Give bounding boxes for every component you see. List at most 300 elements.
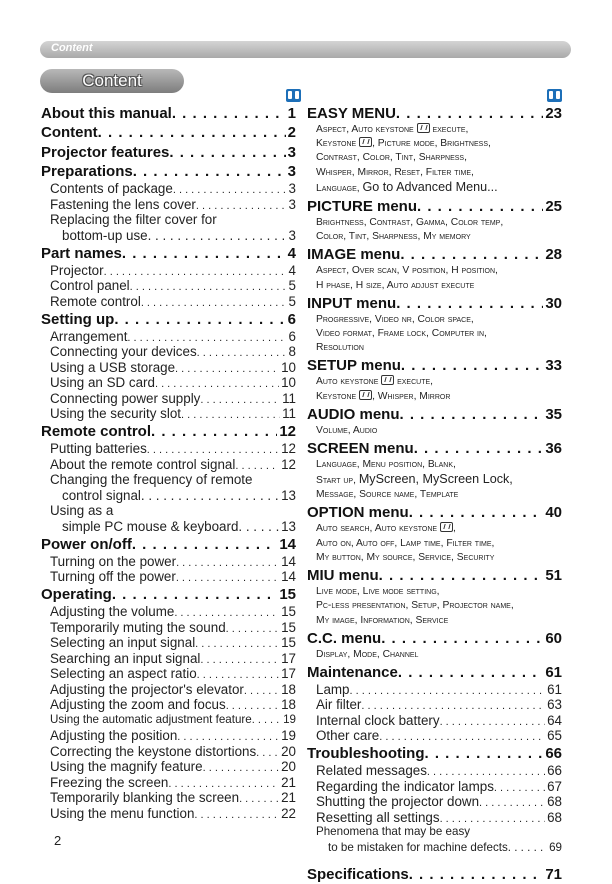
toc-section-entry[interactable] [41, 423, 296, 441]
dot-leader [132, 536, 277, 553]
toc-subentry[interactable] [307, 810, 562, 826]
description-line: Message, Source name, Template [316, 489, 459, 501]
toc-subentry-continued[interactable] [41, 228, 296, 244]
toc-entry-title: About the remote control signal [50, 456, 236, 472]
toc-entry-title: simple PC mouse & keyboard [62, 518, 239, 534]
toc-section-entry[interactable] [41, 311, 296, 329]
toc-subentry[interactable] [41, 620, 296, 636]
toc-page-number: 17 [281, 666, 296, 681]
description-line: Live mode, Live mode setting, [316, 586, 440, 598]
dot-leader [440, 810, 546, 825]
toc-entry-title: Specifications [307, 865, 409, 883]
dot-leader [238, 519, 279, 534]
toc-subentry-continued[interactable] [41, 519, 296, 535]
dot-leader [175, 360, 279, 375]
toc-page-number: 19 [281, 728, 296, 743]
toc-page-number: 12 [281, 456, 296, 472]
toc-page-number: 28 [545, 246, 562, 264]
dot-leader [381, 630, 543, 647]
dot-leader [350, 682, 546, 697]
toc-right-column [307, 103, 562, 884]
toc-entry-title: Temporarily muting the sound [50, 619, 226, 635]
dot-leader [176, 569, 279, 584]
dot-leader [168, 775, 279, 790]
toc-subentry[interactable] [307, 825, 562, 841]
keystone-icon [417, 123, 430, 133]
toc-section-entry[interactable] [307, 357, 562, 375]
description-line: H phase, H size, Auto adjust execute [316, 279, 475, 291]
description-line: Language, Go to Advanced Menu... [316, 180, 498, 195]
description-line: Keystone , Picture mode, Brightness, [316, 137, 491, 149]
toc-subentry[interactable] [41, 503, 296, 519]
dot-leader [400, 406, 544, 423]
section-title-pill [40, 69, 184, 93]
toc-page-number: 61 [547, 681, 562, 697]
toc-subentry[interactable] [41, 391, 296, 407]
toc-subentry[interactable] [307, 763, 562, 779]
toc-section-entry[interactable] [307, 664, 562, 682]
toc-subentry[interactable] [307, 779, 562, 795]
dot-leader [414, 440, 544, 457]
header-bar [40, 41, 571, 58]
dot-leader [133, 163, 286, 180]
toc-page-number: 67 [547, 778, 562, 794]
toc-entry-title: OPTION menu [307, 504, 409, 522]
section-title: Content [82, 71, 142, 90]
toc-page-number: 30 [545, 294, 562, 312]
toc-entry-title: Correcting the keystone distortions [50, 743, 257, 759]
toc-subentry[interactable] [41, 697, 296, 713]
description-line: Contrast, Color, Tint, Sharpness, [316, 152, 467, 164]
dot-leader [155, 375, 279, 390]
toc-entry-title: Contents of package [50, 181, 173, 196]
toc-entry-title: AUDIO menu [307, 405, 400, 423]
toc-page-number: 15 [281, 604, 296, 619]
dot-leader [494, 779, 545, 794]
toc-subentry[interactable] [41, 457, 296, 473]
toc-section-entry[interactable] [307, 504, 562, 522]
toc-subentry[interactable] [41, 294, 296, 310]
toc-page-number: 6 [287, 310, 296, 328]
menu-item-description [307, 264, 562, 293]
toc-page-number: 21 [281, 774, 296, 790]
toc-subentry[interactable] [41, 375, 296, 391]
toc-subentry[interactable] [41, 651, 296, 667]
toc-subentry[interactable] [41, 635, 296, 651]
toc-entry-title: Connecting power supply [50, 390, 201, 406]
toc-page-number: 18 [281, 697, 296, 712]
toc-entry-title: Freezing the screen [50, 774, 169, 790]
toc-section-entry[interactable] [41, 586, 296, 604]
toc-subentry-continued[interactable] [307, 841, 562, 857]
toc-subentry[interactable] [41, 666, 296, 682]
book-icon [547, 89, 562, 102]
dot-leader [361, 697, 545, 712]
toc-subentry[interactable] [41, 554, 296, 570]
toc-page-number: 64 [547, 712, 562, 728]
dot-leader [176, 554, 279, 569]
toc-page-number: 3 [287, 163, 296, 180]
toc-entry-title: Fastening the lens cover [50, 196, 196, 212]
toc-section-entry[interactable] [307, 105, 562, 123]
toc-page-number: 2 [287, 124, 296, 141]
toc-page-number: 3 [288, 227, 296, 243]
description-line: Progressive, Video nr, Color space, [316, 313, 474, 325]
toc-subentry[interactable] [41, 744, 296, 760]
toc-entry-title: About this manual [41, 104, 172, 122]
toc-page-number: 69 [549, 840, 562, 854]
dot-leader [147, 441, 279, 456]
toc-page-number: 5 [288, 293, 296, 309]
toc-page-number: 10 [281, 359, 296, 375]
toc-entry-title: Related messages [316, 763, 427, 779]
toc-page-number: 71 [545, 865, 562, 883]
toc-entry-title: Putting batteries [50, 441, 147, 456]
description-text: MyScreen, MyScreen Lock, [358, 472, 513, 486]
dot-leader [235, 457, 279, 472]
description-line: Whisper, Mirror, Reset, Filter time, [316, 166, 474, 178]
toc-subentry[interactable] [307, 794, 562, 810]
toc-subentry[interactable] [41, 728, 296, 744]
toc-entry-title: Content [41, 124, 98, 141]
toc-entry-title: Using the menu function [50, 805, 195, 821]
toc-entry-title: Replacing the filter cover for [50, 212, 217, 227]
toc-subentry[interactable] [41, 197, 296, 213]
description-line: Aspect, Auto keystone execute, [316, 123, 469, 135]
dot-leader [398, 664, 543, 681]
toc-entry-title: Part names [41, 244, 122, 262]
keystone-icon [359, 390, 372, 400]
toc-page-number: 25 [545, 198, 562, 216]
toc-page-number: 4 [287, 244, 296, 262]
dot-leader [169, 144, 285, 161]
description-line: Video format, Frame lock, Computer in, [316, 328, 487, 340]
toc-subentry[interactable] [41, 759, 296, 775]
dot-leader [127, 329, 286, 344]
toc-subentry[interactable] [41, 263, 296, 279]
menu-item-description [307, 424, 562, 438]
toc-page-number: 15 [281, 635, 296, 650]
dot-leader [425, 745, 544, 762]
toc-page-number: 11 [282, 406, 296, 421]
toc-page-number: 36 [545, 439, 562, 457]
toc-entry-title: SETUP menu [307, 357, 401, 375]
toc-page-number: 15 [279, 586, 296, 603]
description-line: My button, My source, Service, Security [316, 552, 495, 564]
description-line: Auto on, Auto off, Lamp time, Filter time, [316, 537, 495, 549]
toc-entry-title: control signal [62, 487, 141, 503]
toc-subentry[interactable] [307, 728, 562, 744]
dot-leader [197, 344, 287, 359]
dot-leader [401, 357, 543, 374]
toc-entry-title: Resetting all settings [316, 809, 440, 825]
dot-leader [479, 794, 545, 809]
toc-page-number: 14 [279, 535, 296, 553]
dot-leader [409, 504, 544, 521]
menu-item-description [307, 522, 562, 565]
toc-entry-title: PICTURE menu [307, 198, 418, 216]
toc-page-number: 63 [547, 697, 562, 713]
toc-entry-title: Using as a [50, 503, 114, 518]
toc-entry-title: Remote control [41, 423, 152, 440]
toc-section-entry[interactable] [307, 866, 562, 884]
description-line: Language, Menu position, Blank, [316, 458, 456, 470]
toc-page-number: 5 [288, 278, 296, 293]
toc-page-number: 14 [281, 553, 296, 569]
dot-leader [181, 406, 280, 421]
dot-leader [122, 245, 286, 262]
dot-leader [226, 620, 279, 635]
dot-leader [203, 759, 280, 774]
toc-entry-title: Using the automatic adjustment feature [50, 712, 252, 726]
dot-leader [148, 228, 287, 243]
dot-leader [252, 713, 281, 726]
toc-section-entry[interactable] [41, 105, 296, 123]
description-line: Pc-less presentation, Setup, Projector name, [316, 600, 514, 612]
description-line: Display, Mode, Channel [316, 648, 419, 660]
description-line: Brightness, Contrast, Gamma, Color temp, [316, 217, 504, 229]
header-bar-label: Content [51, 42, 93, 54]
menu-item-description [307, 585, 562, 628]
toc-page-number: 20 [281, 759, 296, 774]
toc-page-number: 6 [288, 328, 296, 344]
toc-section-entry[interactable] [307, 745, 562, 763]
toc-page-number: 65 [547, 728, 562, 744]
toc-subentry[interactable] [41, 181, 296, 197]
toc-entry-title: Changing the frequency of remote [50, 472, 253, 487]
toc-entry-title: Setting up [41, 310, 115, 328]
toc-page-number: 61 [545, 663, 562, 681]
menu-item-description [307, 216, 562, 245]
description-line: Color, Tint, Sharpness, My memory [316, 231, 471, 243]
toc-entry-title: Temporarily blanking the screen [50, 790, 240, 805]
description-line: My image, Information, Service [316, 614, 449, 626]
toc-page-number: 35 [545, 405, 562, 423]
dot-leader [200, 391, 280, 406]
toc-subentry[interactable] [41, 604, 296, 620]
dot-leader [427, 763, 545, 778]
dot-leader [195, 635, 279, 650]
toc-entry-title: Turning off the power [50, 569, 176, 584]
toc-entry-title: Connecting your devices [50, 344, 197, 359]
toc-entry-title: IMAGE menu [307, 246, 401, 264]
toc-subentry[interactable] [307, 713, 562, 729]
keystone-icon [440, 522, 453, 532]
toc-subentry-continued[interactable] [41, 488, 296, 504]
toc-entry-title: Using the magnify feature [50, 759, 203, 774]
toc-page-number: 17 [281, 650, 296, 666]
dot-leader [379, 728, 545, 743]
description-line: Start up, MyScreen, MyScreen Lock, [316, 472, 513, 486]
toc-subentry[interactable] [41, 713, 296, 729]
toc-entry-title: Phenomena that may be easy [316, 825, 471, 839]
toc-left-column [41, 103, 296, 821]
toc-page-number: 68 [547, 794, 562, 810]
toc-entry-title: Adjusting the zoom and focus [50, 697, 226, 712]
toc-entry-title: Shutting the projector down [316, 794, 480, 810]
toc-entry-title: Using an SD card [50, 375, 155, 390]
toc-page-number: 12 [279, 423, 296, 440]
dot-leader [112, 586, 277, 603]
book-icon [286, 89, 301, 102]
toc-section-entry[interactable] [41, 124, 296, 142]
toc-entry-title: Internal clock battery [316, 712, 440, 728]
toc-page-number: 11 [282, 390, 296, 406]
toc-entry-title: Using a USB storage [50, 359, 176, 375]
dot-leader [239, 790, 279, 805]
toc-entry-title: Turning on the power [50, 553, 177, 569]
toc-subentry[interactable] [307, 682, 562, 698]
menu-item-description [307, 375, 562, 404]
toc-section-entry[interactable] [41, 245, 296, 263]
toc-page-number: 68 [547, 809, 562, 825]
toc-page-number: 3 [287, 143, 296, 161]
toc-entry-title: Projector features [41, 143, 170, 161]
dot-leader [141, 488, 279, 503]
toc-entry-title: bottom-up use [62, 227, 148, 243]
toc-entry-title: Selecting an input signal [50, 635, 196, 650]
toc-entry-title: Arrangement [50, 328, 128, 344]
toc-subentry[interactable] [307, 697, 562, 713]
dot-leader [172, 105, 286, 122]
toc-subentry[interactable] [41, 472, 296, 488]
toc-entry-title: Power on/off [41, 535, 132, 553]
toc-section-entry[interactable] [307, 246, 562, 264]
toc-section-entry[interactable] [307, 440, 562, 458]
menu-item-description [307, 313, 562, 356]
toc-page-number: 51 [545, 567, 562, 585]
keystone-icon [359, 137, 372, 147]
toc-section-entry[interactable] [41, 144, 296, 162]
toc-page-number: 8 [288, 344, 296, 359]
toc-page-number: 12 [281, 441, 296, 456]
dot-leader [104, 263, 287, 278]
description-line: Resolution [316, 342, 364, 354]
toc-entry-title: Other care [316, 728, 380, 744]
dot-leader [177, 728, 279, 743]
description-line: Volume, Audio [316, 424, 378, 436]
dot-leader [98, 124, 286, 141]
toc-page-number: 60 [545, 629, 562, 647]
toc-entry-title: Adjusting the projector's elevator [50, 681, 244, 697]
toc-subentry[interactable] [41, 329, 296, 345]
dot-leader [400, 246, 543, 263]
toc-entry-title: Control panel [50, 278, 130, 293]
toc-page-number: 1 [287, 104, 296, 122]
toc-entry-title: INPUT menu [307, 294, 397, 312]
toc-entry-title: Lamp [316, 681, 350, 697]
description-line: Keystone , Whisper, Mirror [316, 390, 451, 402]
description-text: Go to Advanced Menu... [362, 180, 498, 195]
keystone-icon [381, 375, 394, 385]
description-line: Auto search, Auto keystone , [316, 523, 456, 535]
dot-leader [200, 651, 279, 666]
toc-entry-title: EASY MENU [307, 104, 396, 122]
dot-leader [197, 666, 279, 681]
toc-section-entry[interactable] [307, 567, 562, 585]
toc-entry-title: Regarding the indicator lamps [316, 778, 494, 794]
toc-page-number: 18 [281, 681, 296, 697]
toc-subentry[interactable] [41, 406, 296, 422]
toc-page-number: 14 [281, 569, 296, 584]
toc-page-number: 13 [281, 518, 296, 534]
toc-page-number: 33 [545, 357, 562, 375]
toc-page-number: 15 [281, 619, 296, 635]
toc-entry-title: Maintenance [307, 663, 398, 681]
toc-entry-title: Operating [41, 586, 112, 603]
toc-entry-title: Troubleshooting [307, 745, 425, 763]
dot-leader [417, 198, 543, 215]
toc-entry-title: Air filter [316, 697, 362, 713]
toc-section-entry[interactable] [41, 163, 296, 181]
toc-subentry[interactable] [41, 682, 296, 698]
dot-leader [114, 311, 285, 328]
dot-leader [440, 713, 546, 728]
dot-leader [226, 697, 279, 712]
toc-section-entry[interactable] [307, 295, 562, 313]
dot-leader [396, 105, 543, 122]
dot-leader [174, 604, 279, 619]
spacer [307, 856, 562, 864]
toc-section-entry[interactable] [307, 630, 562, 648]
toc-section-entry[interactable] [307, 406, 562, 424]
toc-entry-title: MIU menu [307, 567, 379, 585]
toc-entry-title: Selecting an aspect ratio [50, 666, 197, 681]
description-line: Auto keystone execute, [316, 376, 434, 388]
toc-entry-title: Adjusting the position [50, 728, 178, 743]
menu-item-description [307, 458, 562, 503]
toc-subentry[interactable] [41, 344, 296, 360]
toc-subentry[interactable] [41, 790, 296, 806]
toc-entry-title: Remote control [50, 293, 141, 309]
toc-page-number: 40 [545, 504, 562, 522]
toc-entry-title: to be mistaken for machine defects [328, 840, 508, 854]
toc-subentry[interactable] [41, 441, 296, 457]
page-number: 2 [54, 833, 62, 848]
toc-subentry[interactable] [41, 360, 296, 376]
toc-section-entry[interactable] [307, 198, 562, 216]
dot-leader [141, 294, 287, 309]
dot-leader [173, 181, 287, 196]
toc-page-number: 21 [281, 790, 296, 805]
menu-item-description [307, 123, 562, 197]
toc-entry-title: Adjusting the volume [50, 604, 175, 619]
dot-leader [508, 841, 547, 854]
toc-section-entry[interactable] [41, 536, 296, 554]
toc-subentry[interactable] [41, 212, 296, 228]
toc-entry-title: SCREEN menu [307, 439, 414, 457]
toc-entry-title: Using the security slot [50, 406, 181, 421]
toc-page-number: 22 [281, 805, 296, 821]
toc-subentry[interactable] [41, 278, 296, 294]
toc-page-number: 66 [547, 763, 562, 779]
dot-leader [194, 806, 279, 821]
toc-page-number: 4 [288, 262, 296, 278]
dot-leader [151, 423, 277, 440]
toc-entry-title: C.C. menu [307, 629, 382, 647]
toc-page-number: 19 [283, 712, 296, 726]
toc-entry-title: Preparations [41, 163, 133, 180]
toc-page-number: 23 [545, 104, 562, 122]
menu-item-description [307, 648, 562, 662]
description-line: Aspect, Over scan, V position, H position, [316, 265, 498, 277]
toc-page-number: 10 [281, 375, 296, 390]
toc-subentry[interactable] [41, 775, 296, 791]
toc-subentry[interactable] [41, 569, 296, 585]
toc-page-number: 66 [545, 745, 562, 763]
dot-leader [256, 744, 279, 759]
toc-subentry[interactable] [41, 806, 296, 822]
